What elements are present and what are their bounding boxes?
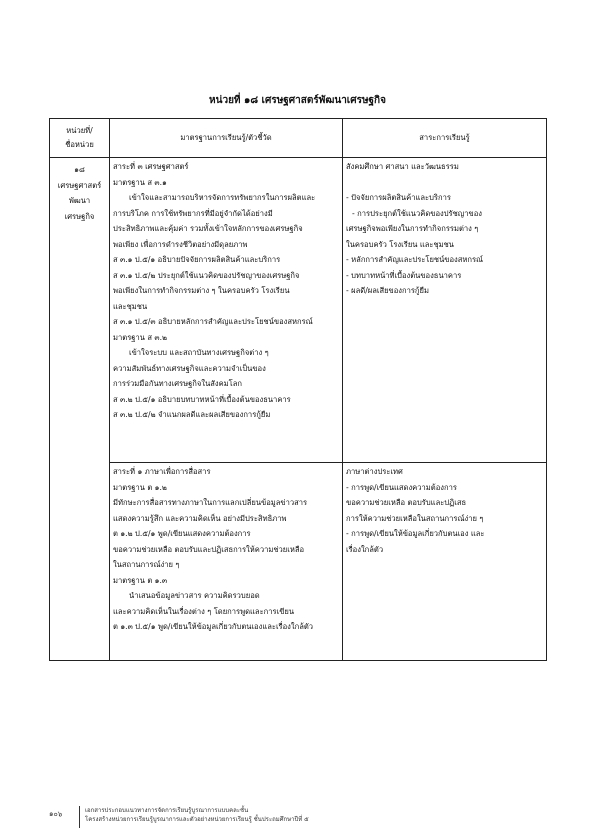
- header-unit-line: หน่วยที่/: [66, 126, 93, 135]
- standard-line: เข้าใจและสามารถบริหารจัดการทรัพยากรในการผลิตและ: [129, 193, 316, 202]
- content-line: ขอความช่วยเหลือ ตอบรับและปฏิเสธ: [346, 498, 467, 507]
- standard-line: มาตรฐาน ส ๓.๒: [113, 332, 167, 342]
- standard-line: ส ๓.๒ ป.๕/๒ จำแนกผลดีและผลเสียของการกู้ยืม: [113, 410, 271, 419]
- standard-line: มาตรฐาน ส ๓.๑: [113, 177, 167, 187]
- standard-line: พอเพียงในการทำกิจกรรมต่าง ๆ ในครอบครัว โรงเรียน: [113, 286, 290, 295]
- content-cell-2: [343, 463, 547, 661]
- content-line: ภาษาต่างประเทศ: [346, 467, 403, 476]
- page-title: หน่วยที่ ๑๘ เศรษฐศาสตร์พัฒนาเศรษฐกิจ: [209, 95, 386, 106]
- standard-line: การบริโภค การใช้ทรัพยากรที่มีอยู่จำกัดได้อย่างมี: [113, 208, 273, 218]
- standard-line: ต ๑.๒ ป.๕/๑ พูด/เขียนแสดงความต้องการ: [113, 529, 251, 538]
- standard-line: พอเพียง เพื่อการดำรงชีวิตอย่างมีดุลยภาพ: [113, 239, 248, 249]
- content-line: - ผลดี/ผลเสียของการกู้ยืม: [346, 286, 429, 295]
- curriculum-table: [49, 118, 547, 661]
- content-line: เรื่องใกล้ตัว: [346, 544, 384, 554]
- content-line: - การพูด/เขียนให้ข้อมูลเกี่ยวกับตนเอง และ: [346, 529, 485, 538]
- header-unit-line: ชื่อหน่วย: [65, 140, 94, 149]
- table-header-row: [50, 119, 547, 158]
- content-cell-1: [343, 158, 547, 463]
- content-line: - การประยุกต์ใช้แนวคิดของปรัชญาของ: [352, 208, 482, 218]
- page-number: ๑๐๖: [49, 810, 63, 818]
- standards-cell-1: [110, 158, 343, 463]
- unit-line: พัฒนา: [68, 196, 91, 205]
- unit-line: เศรษฐกิจ: [64, 211, 95, 221]
- content-line: สังคมศึกษา ศาสนา และวัฒนธรรม: [346, 162, 459, 171]
- standard-line: ความสัมพันธ์ทางเศรษฐกิจและความจำเป็นของ: [113, 363, 266, 373]
- standard-line: และความคิดเห็นในเรื่องต่าง ๆ โดยการพูดและการเขียน: [113, 606, 295, 616]
- content-line: - ปัจจัยการผลิตสินค้าและบริการ: [346, 193, 451, 202]
- footer-divider: [79, 806, 80, 828]
- standard-line: สาระที่ ๓ เศรษฐศาสตร์: [113, 162, 189, 171]
- standard-line: แสดงความรู้สึก และความคิดเห็น อย่างมีประสิทธิภาพ: [113, 513, 287, 523]
- standard-line: ต ๑.๓ ป.๕/๑ พูด/เขียนให้ข้อมูลเกี่ยวกับตนเองและเรื่องใกล้ตัว: [113, 622, 314, 631]
- standard-line: มาตรฐาน ต ๑.๓: [113, 575, 168, 585]
- footer-text: [85, 806, 309, 824]
- unit-line: เศรษฐศาสตร์: [57, 180, 102, 190]
- content-line: [346, 175, 543, 191]
- standard-line: ส ๓.๑ ป.๕/๑ อธิบายปัจจัยการผลิตสินค้าและบริการ: [113, 255, 281, 264]
- standard-line: เข้าใจระบบ และสถาบันทางเศรษฐกิจต่าง ๆ: [129, 348, 269, 357]
- standard-line: สาระที่ ๑ ภาษาเพื่อการสื่อสาร: [113, 467, 211, 476]
- content-line: - บทบาทหน้าที่เบื้องต้นของธนาคาร: [346, 270, 462, 280]
- unit-cell: [50, 158, 110, 661]
- header-unit: [50, 119, 110, 158]
- standard-line: มาตรฐาน ต ๑.๒: [113, 482, 167, 492]
- content-line: ในครอบครัว โรงเรียน และชุมชน: [346, 239, 454, 249]
- standard-line: ประสิทธิภาพและคุ้มค่า รวมทั้งเข้าใจหลักการของเศรษฐกิจ: [113, 224, 303, 233]
- standard-line: ส ๓.๑ ป.๕/๒ ประยุกต์ใช้แนวคิดของปรัชญาของเศรษฐกิจ: [113, 270, 300, 280]
- standard-line: ส ๓.๒ ป.๕/๑ อธิบายบทบาทหน้าที่เบื้องต้นของธนาคาร: [113, 394, 291, 404]
- content-line: - หลักการสำคัญและประโยชน์ของสหกรณ์: [346, 255, 484, 264]
- standard-line: ในสถานการณ์ง่าย ๆ: [113, 560, 180, 569]
- standard-line: ส ๓.๑ ป.๕/๓ อธิบายหลักการสำคัญและประโยชน์ของสหกรณ์: [113, 317, 313, 326]
- standard-line: และชุมชน: [113, 301, 148, 311]
- standard-line: การร่วมมือกันทางเศรษฐกิจในสังคมโลก: [113, 379, 243, 388]
- standard-line: นำเสนอข้อมูลข่าวสาร ความคิดรวบยอด: [129, 591, 260, 600]
- standard-line: ขอความช่วยเหลือ ตอบรับและปฏิเสธการให้ความช่วยเหลือ: [113, 544, 305, 554]
- unit-line: ๑๘: [74, 165, 85, 174]
- footer-line: เอกสารประกอบแนวทางการจัดการเรียนรู้บูรณาการแบบคละชั้น: [85, 807, 249, 814]
- header-content: สาระการเรียนรู้: [343, 119, 547, 158]
- content-line: - การพูด/เขียนแสดงความต้องการ: [346, 482, 457, 492]
- standards-cell-2: [110, 463, 343, 661]
- table-row: [50, 463, 547, 661]
- footer-line: โครงสร้างหน่วยการเรียนรู้บูรณาการและตัวอย่างหน่วยการเรียนรู้ ชั้นประถมศึกษาปีที่ ๕: [85, 816, 309, 823]
- table-row: [50, 158, 547, 463]
- content-line: การให้ความช่วยเหลือในสถานการณ์ง่าย ๆ: [346, 513, 484, 523]
- standard-line: มีทักษะการสื่อสารทางภาษาในการแลกเปลี่ยนข้อมูลข่าวสาร: [113, 498, 308, 507]
- header-standards: มาตรฐานการเรียนรู้/ตัวชี้วัด: [110, 119, 343, 158]
- content-line: เศรษฐกิจพอเพียงในการทำกิจกรรมต่าง ๆ: [346, 224, 479, 233]
